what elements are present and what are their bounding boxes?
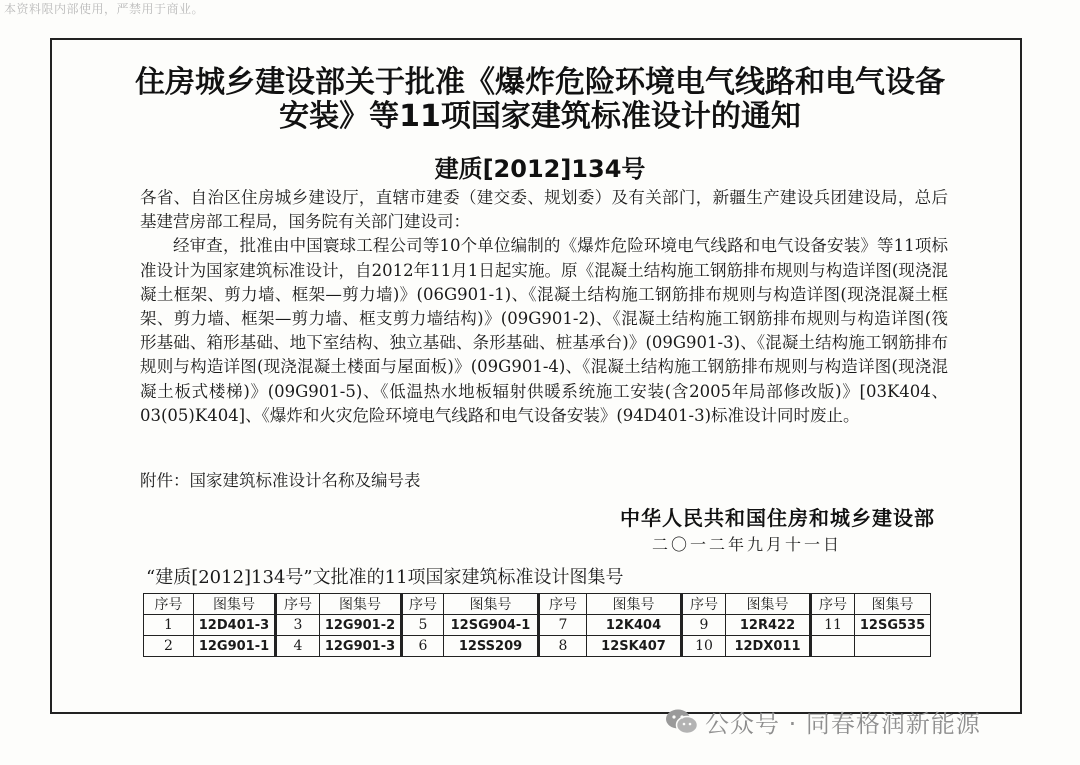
atlas-code bbox=[855, 636, 931, 657]
notice-body bbox=[140, 186, 948, 428]
row-number bbox=[811, 636, 855, 657]
notice-title-line1: 住房城乡建设部关于批准《爆炸危险环境电气线路和电气设备 bbox=[135, 65, 945, 100]
table-row bbox=[144, 636, 931, 657]
attachment-line: 附件：国家建筑标准设计名称及编号表 bbox=[140, 471, 421, 490]
atlas-code: 12SG904-1 bbox=[444, 615, 539, 636]
body-paragraph: 经审查，批准由中国寰球工程公司等10个单位编制的《爆炸危险环境电气线路和电气设备安装》等11项标准设计为国家建筑标准设计，自2012年11月1日起实施。原《混凝土结构施工钢筋排布规则与构造详图(现浇混凝土框架、剪力墙、框架—剪力墙)》(06G901-1)、《混凝土结构施工钢筋排布规则与构造详图(现浇混凝土框架、剪力墙、框架—剪力墙、框支剪力墙结构)》(09G901-2)、《混凝土结构施工钢筋排布规则与构造详图(筏形基础、箱形基础、地下室结构、独立基础、条形基础、桩基承台)》(09G901-3)、《混凝土结构施工钢筋排布规则与构造详图(现浇混凝土楼面与屋面板)》(09G901-4)、《混凝土结构施工钢筋排布规则与构造详图(现浇混凝土板式楼梯)》(09G901-5)、《低温热水地板辐射供暖系统施工安装(含2005年局部修改版)》[03K404、03(05)K404]、《爆炸和火灾危险环境电气线路和电气设备安装》(94D401-3)标准设计同时废止。 bbox=[140, 236, 948, 425]
watermark-text: 公众号 · 同春格润新能源 bbox=[705, 710, 981, 738]
header-code: 图集号 bbox=[320, 594, 402, 615]
header-code: 图集号 bbox=[855, 594, 931, 615]
row-number: 2 bbox=[144, 636, 194, 657]
table-caption: “建质[2012]134号”文批准的11项国家建筑标准设计图集号 bbox=[146, 567, 624, 588]
atlas-code: 12R422 bbox=[726, 615, 811, 636]
atlas-code: 12K404 bbox=[587, 615, 682, 636]
header-no: 序号 bbox=[276, 594, 320, 615]
document-number: 建质[2012]134号 bbox=[434, 155, 646, 183]
row-number: 8 bbox=[539, 636, 587, 657]
wechat-icon bbox=[665, 708, 699, 736]
table-header-row bbox=[144, 594, 931, 615]
row-number: 11 bbox=[811, 615, 855, 636]
catalog-table bbox=[143, 593, 931, 657]
atlas-code: 12DX011 bbox=[726, 636, 811, 657]
header-no: 序号 bbox=[144, 594, 194, 615]
atlas-code: 12SG535 bbox=[855, 615, 931, 636]
wechat-watermark bbox=[665, 704, 981, 739]
row-number: 9 bbox=[682, 615, 726, 636]
header-no: 序号 bbox=[402, 594, 444, 615]
table-row bbox=[144, 615, 931, 636]
header-code: 图集号 bbox=[587, 594, 682, 615]
atlas-code: 12D401-3 bbox=[194, 615, 276, 636]
header-code: 图集号 bbox=[726, 594, 811, 615]
atlas-code: 12SK407 bbox=[587, 636, 682, 657]
header-no: 序号 bbox=[539, 594, 587, 615]
issuer-name: 中华人民共和国住房和城乡建设部 bbox=[620, 506, 935, 530]
atlas-code: 12G901-2 bbox=[320, 615, 402, 636]
atlas-code: 12SS209 bbox=[444, 636, 539, 657]
header-no: 序号 bbox=[682, 594, 726, 615]
row-number: 4 bbox=[276, 636, 320, 657]
header-code: 图集号 bbox=[444, 594, 539, 615]
notice-title-line2: 安装》等11项国家建筑标准设计的通知 bbox=[279, 99, 801, 134]
top-watermark-note: 本资料限内部使用，严禁用于商业。 bbox=[4, 2, 205, 16]
row-number: 3 bbox=[276, 615, 320, 636]
row-number: 7 bbox=[539, 615, 587, 636]
row-number: 1 bbox=[144, 615, 194, 636]
atlas-code: 12G901-3 bbox=[320, 636, 402, 657]
salutation: 各省、自治区住房城乡建设厅，直辖市建委（建交委、规划委）及有关部门，新疆生产建设兵团建设局，总后基建营房部工程局，国务院有关部门建设司： bbox=[140, 188, 948, 232]
header-no: 序号 bbox=[811, 594, 855, 615]
row-number: 6 bbox=[402, 636, 444, 657]
issue-date: 二〇一二年九月十一日 bbox=[651, 535, 842, 554]
header-code: 图集号 bbox=[194, 594, 276, 615]
row-number: 10 bbox=[682, 636, 726, 657]
atlas-code: 12G901-1 bbox=[194, 636, 276, 657]
row-number: 5 bbox=[402, 615, 444, 636]
